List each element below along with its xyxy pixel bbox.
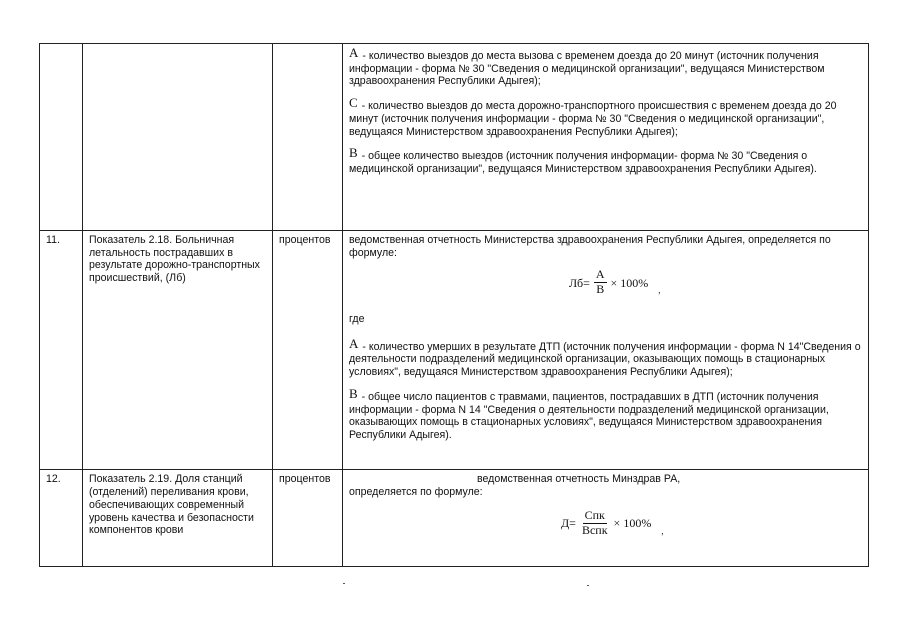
formula-denominator: Вспк [581, 522, 608, 537]
formula-numerator: Спк [584, 507, 605, 522]
variable-b: В [349, 145, 358, 161]
row-number-cell [40, 470, 83, 567]
formula-fraction [594, 268, 607, 297]
unit-label: процентов [279, 473, 331, 486]
table-row [40, 44, 869, 231]
formula-comma: , [658, 285, 661, 296]
indicator-name: Показатель 2.19. Доля станций (отделений) переливания крови, обеспечивающих современный уровень качества и безопасности компонентов крови [89, 473, 254, 537]
indicator-name-cell [83, 231, 273, 470]
variable-a: А [349, 45, 359, 60]
definition-b [349, 385, 863, 442]
source-intro: ведомственная отчетность Министерства здравоохранения Республики Адыгея, определяется по формуле: [349, 234, 831, 259]
definition-a [349, 47, 863, 88]
indicator-name-cell [83, 44, 273, 231]
definition-c-text: - количество выездов до места дорожно-транспортного происшествия с временем доезда до 20 минут (источник получения информации - форма № 30 "Сведения о медицинской организации", ведущаяся Министерством здравоохранения Республики Адыгея); [349, 100, 837, 138]
description-cell [343, 231, 869, 470]
definition-c [349, 97, 863, 138]
unit-cell [273, 470, 343, 567]
formula-numerator: А [595, 267, 605, 282]
definition-b [349, 147, 863, 175]
formula-fraction [580, 509, 610, 538]
formula-rhs: × 100% [613, 515, 652, 530]
unit-cell [273, 44, 343, 231]
table-row [40, 231, 869, 470]
definition-a-text: - количество умерших в результате ДТП (источник получения информации - форма N 14"Сведения о деятельности подразделений медицинской организации, оказывающих помощь в стационарных условиях", ведущаяся Министерством здравоохранения Республики Адыгея); [349, 340, 861, 379]
formula-lhs: Д= [561, 515, 576, 530]
unit-label: процентов [279, 234, 331, 247]
indicators-table [39, 43, 869, 567]
description-cell [343, 44, 869, 231]
where-label: где [349, 313, 365, 326]
indicator-name: Показатель 2.18. Больничная летальность пострадавших в результате дорожно-транспортных происшествий, (Лб) [89, 234, 260, 285]
formula-comma: , [661, 525, 664, 536]
row-number-cell [40, 231, 83, 470]
formula-denominator: В [596, 282, 605, 297]
source-intro-line1: ведомственная отчетность Минздрав РА, [477, 473, 681, 486]
formula-lb [569, 268, 863, 297]
definition-a [349, 335, 863, 379]
unit-cell [273, 231, 343, 470]
table-row [40, 470, 869, 567]
indicator-name-cell [83, 470, 273, 567]
scan-speck [343, 583, 345, 584]
formula-d [561, 509, 863, 538]
row-number: 11. [46, 234, 60, 247]
definition-b-text: - общее число пациентов с травмами, пациентов, пострадавших в ДТП (источник получения информации - форма N 14 "Сведения о деятельности подразделений медицинской организации, оказывающих помощь в стационарных условиях", ведущаяся Министерством здравоохранения Республики Адыгея). [349, 390, 829, 441]
variable-b: В [349, 385, 358, 401]
description-cell [343, 470, 869, 567]
formula-lhs: Лб= [569, 275, 590, 290]
definition-b-text: - общее количество выездов (источник получения информации- форма № 30 "Сведения о медицинской организации", ведущаяся Министерством здравоохранения Республики Адыгея). [349, 150, 817, 175]
definition-a-text: - количество выездов до места вызова с временем доезда до 20 минут (источник получения информации - форма № 30 "Сведения о медицинской организации", ведущаяся Министерством здравоохранения Республики Адыгея); [349, 50, 825, 88]
row-number: 12. [46, 473, 61, 486]
scan-speck [587, 585, 589, 586]
row-number-cell [40, 44, 83, 231]
variable-a: А [349, 335, 359, 351]
formula-rhs: × 100% [610, 275, 649, 290]
variable-c: С [349, 95, 358, 111]
source-intro-line2: определяется по формуле: [349, 486, 483, 499]
